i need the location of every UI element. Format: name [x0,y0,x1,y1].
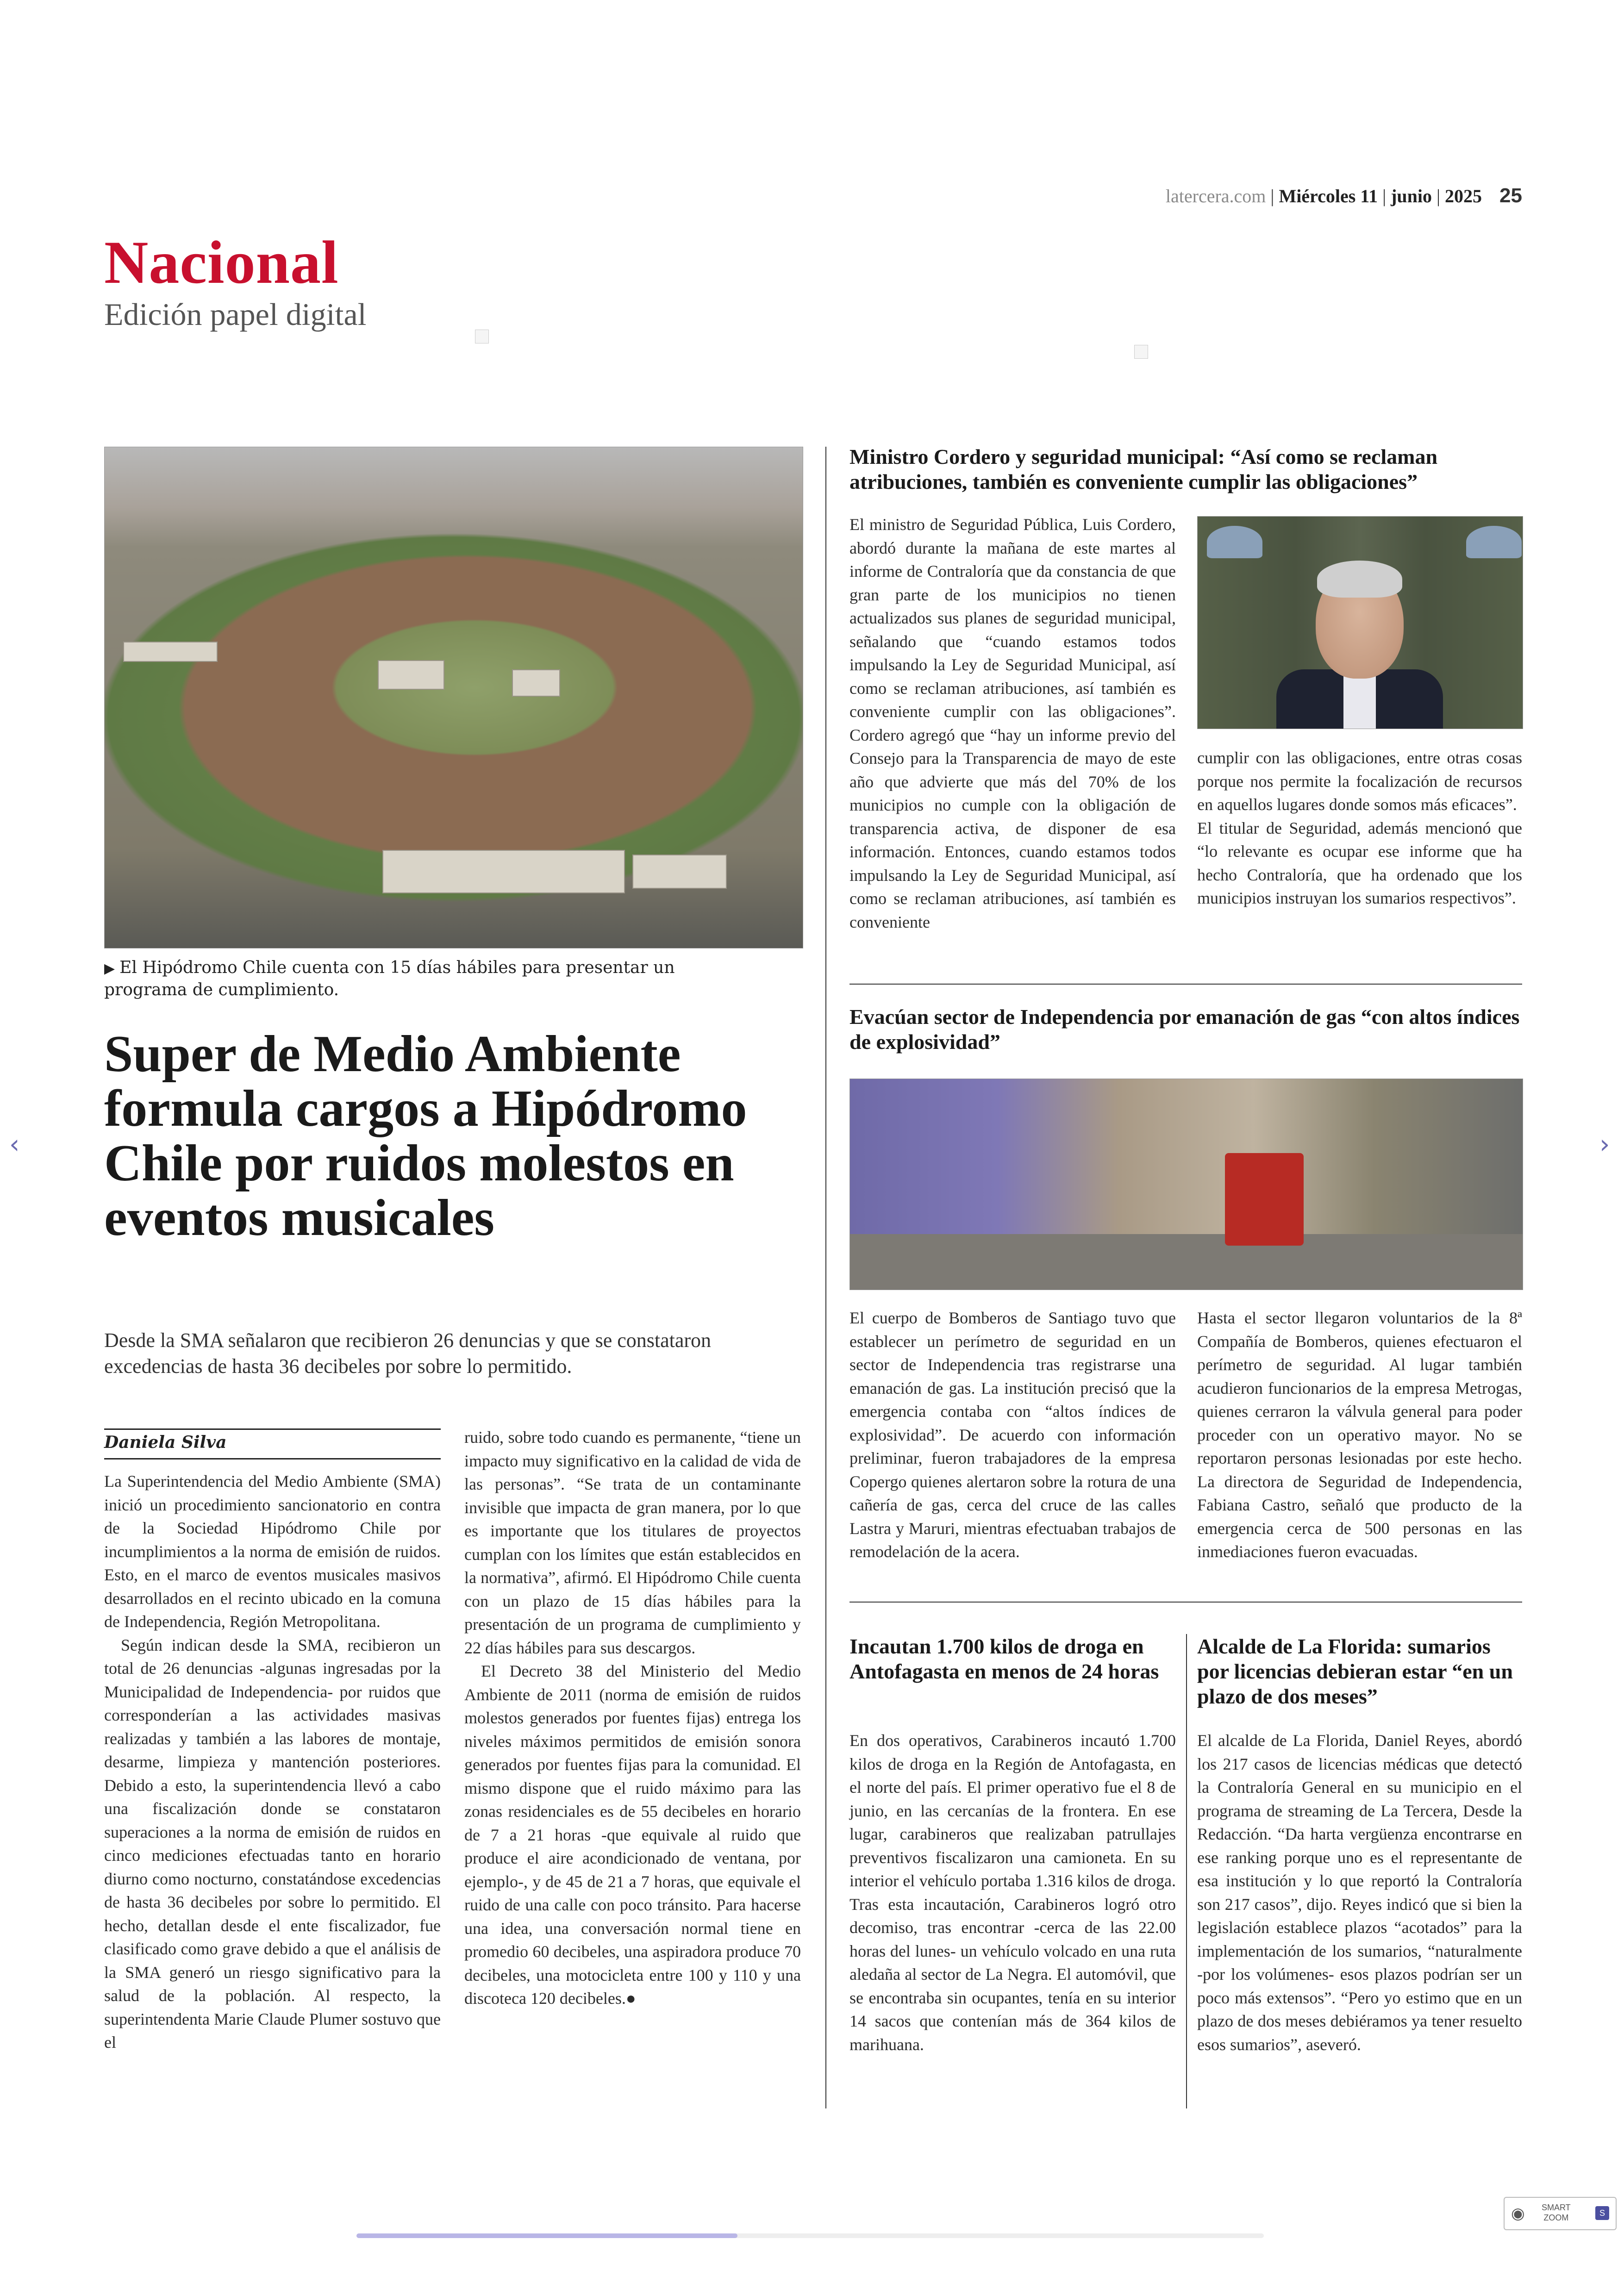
smart-zoom-badge: S [1595,2206,1609,2220]
lead-column-2: ruido, sobre todo cuando es permanente, “tiene un impacto muy significativo en la calidad de vida de las personas”. “Se trata de un contaminante invisible que impacta de gran manera, por lo que es importante que los titulares de proyectos cumplan con los límites que están establecidos en la normativa”, afirmó. El Hipódromo Chile cuenta con un plazo de 15 días hábiles para la presentación de un programa de cumplimiento y 22 días hábiles para sus descargos. El Decreto 38 del Ministerio del Medio Ambiente de 2011 (norma de emisión de ruidos molestos generados por fuentes fijas) entrega los niveles máximos permitidos de emisión sonora generados por fuentes fijas para la comunidad. El mismo dispone que el ruido máximo para las zonas residenciales es de 55 decibeles en horario de 7 a 21 horas -que equivale al ruido que produce el aire acondicionado de ventana, por ejemplo-, y de 45 de 21 a 7 horas, que equivale el ruido de una calle con poco tránsito. Para hacerse una idea, una conversación normal tiene en promedio 60 decibeles, una aspiradora produce 70 decibeles, una motocicleta entre 100 y 110 y una discoteca 120 decibeles.● [464,1428,801,2008]
section-subtitle: Edición papel digital [104,297,367,332]
ad-marker-icon[interactable] [475,330,489,343]
smart-zoom-label: SMART ZOOM [1542,2203,1571,2222]
gas-column-2: Hasta el sector llegaron voluntarios de la 8ª Compañía de Bomberos, quienes efectuaron el perímetro de seguridad. Al lugar también acudieron funcionarios de la empresa Metrogas, quienes cerraron la válvula general para poder proceder con un operativo mayor. No se reportaron personas lesionadas por este hecho. La directora de Seguridad de Independencia, Fabiana Castro, señaló que producto de la emergencia cerca de 500 personas en las inmediaciones fueron evacuadas. [1197,1309,1522,1561]
story-divider [849,984,1522,985]
previous-page-arrow-icon[interactable]: ‹ [9,1129,20,1160]
page-progress-fill [356,2233,737,2238]
header-year: 2025 [1445,186,1482,206]
header-month: junio [1391,186,1432,206]
byline: Daniela Silva [104,1433,227,1452]
smart-zoom-button[interactable] [1504,2197,1617,2230]
droga-body: En dos operativos, Carabineros incautó 1.700 kilos de droga en la Región de Antofagasta, en el norte del país. El primer operativo fue el 8 de junio, en las cercanías de la frontera. En ese lugar, carabineros que realizaban patrullajes preventivos fiscalizaron una camioneta. En su interior el vehículo portaba 1.316 kilos de droga. Tras esta incautación, Carabineros logró otro decomiso, tras encontrar -cerca de las 22.00 horas del lunes- un vehículo volcado en una ruta aledaña al sector de La Negra. El automóvil, que se encontraba sin ocupantes, tenía en su interior 14 sacos que contenían más de 364 kilos de marihuana. [849,1731,1176,2054]
byline-bottom-rule [104,1458,441,1459]
byline-top-rule [104,1428,441,1430]
column-divider [1186,1634,1187,2108]
page-header-info: latercera.com | Miércoles 11 | junio | 2025 25 [1165,184,1522,207]
hipodromo-photo [104,447,803,948]
gas-headline: Evacúan sector de Independencia por emanación de gas “con altos índices de explosividad” [849,1005,1520,1054]
lead-headline: Super de Medio Ambiente formula cargos a Hipódromo Chile por ruidos molestos en eventos musicales [104,1025,747,1247]
photo-caption: ▶ El Hipódromo Chile cuenta con 15 días hábiles para presentar un programa de cumplimiento. [104,958,675,999]
cordero-photo [1197,516,1523,729]
florida-body: El alcalde de La Florida, Daniel Reyes, abordó los 217 casos de licencias médicas que detectó la Contraloría General en su municipio en el programa de streaming de La Tercera, Desde la Redacción. “Da harta vergüenza encontrarse en ese ranking porque uno es el representante de esa institución y lo que reportó la Contraloría son 217 casos”, dijo. Reyes indicó que si bien la legislación establece plazos “acotados” para la implementación de los sumarios, “naturalmente -por los volúmenes- esos plazos podrían ser un poco más extensos”. “Pero yo estimo que en un plazo de dos meses debiéramos ya tener resuelto esos sumarios”, aseveró. [1197,1731,1522,2054]
lead-dek: Desde la SMA señalaron que recibieron 26 denuncias y que se constataron excedencias de hasta 36 decibeles por sobre lo permitido. [104,1329,712,1378]
page-number: 25 [1499,184,1522,207]
caption-triangle-icon: ▶ [104,960,115,977]
droga-headline: Incautan 1.700 kilos de droga en Antofagasta en menos de 24 horas [849,1634,1159,1683]
eye-icon: ◉ [1511,2205,1525,2222]
column-divider [825,447,826,2108]
ad-marker-icon[interactable] [1134,345,1148,359]
gas-evacuation-photo [849,1079,1523,1290]
next-page-arrow-icon[interactable]: › [1599,1129,1610,1160]
florida-headline: Alcalde de La Florida: sumarios por licencias debieran estar “en un plazo de dos meses” [1197,1634,1513,1708]
lead-column-1: La Superintendencia del Medio Ambiente (SMA) inició un procedimiento sancionatorio en contra de la Sociedad Hipódromo Chile por incumplimientos a la norma de emisión de ruidos. Esto, en el marco de eventos musicales masivos desarrollados en el recinto ubicado en la comuna de Independencia, Región Metropolitana. Según indican desde la SMA, recibieron un total de 26 denuncias -algunas ingresadas por la Municipalidad de Independencia- por ruidos que corresponderían a las actividades masivas realizadas y también a las labores de montaje, desarme, limpieza y mantención posteriores. Debido a esto, la superintendencia llevó a cabo una fiscalización donde se constataron superaciones a la norma de emisión de ruidos en cinco mediciones efectuadas tanto en horario diurno como nocturno, constatándose excedencias de hasta 36 decibeles por sobre lo permitido. El hecho, detallan desde el ente fiscalizador, fue clasificado como grave debido a que el análisis de la SMA generó un riesgo significativo para la salud de la población. Al respecto, la superintendenta Marie Claude Plumer sostuvo que el [104,1472,441,2052]
cordero-headline: Ministro Cordero y seguridad municipal: “Así como se reclaman atribuciones, también es conveniente cumplir las obligaciones” [849,445,1438,493]
section-title: Nacional [104,228,339,296]
cordero-column-1: El ministro de Seguridad Pública, Luis Cordero, abordó durante la mañana de este martes al informe de Contraloría que da constancia de que gran parte de los municipios no tienen actualizados sus planes de seguridad municipal, señalando que “cuando estamos todos impulsando la Ley de Seguridad Municipal, así como se reclaman atribuciones, así también es conveniente cumplir con las obligaciones”. Cordero agregó que “hay un informe previo del Consejo para la Transparencia de mayo de este año que advierte que más del 70% de los municipios no cumple con la obligación de transparencia activa, de disponer de esa información. Entonces, cuando estamos todos impulsando la Ley de Seguridad Municipal, así como se reclaman atribuciones, así también es conveniente [849,515,1176,931]
header-weekday: Miércoles 11 [1279,186,1378,206]
site-url[interactable]: latercera.com [1165,186,1266,206]
story-divider [849,1602,1522,1603]
cordero-column-2: cumplir con las obligaciones, entre otras cosas porque nos permite la focalización de recursos en aquellos lugares donde somos más eficaces”. El titular de Seguridad, además mencionó que “lo relevante es ocupar ese informe que ha hecho Contraloría, que ha ordenado que los municipios instruyan los sumarios respectivos”. [1197,748,1522,907]
gas-column-1: El cuerpo de Bomberos de Santiago tuvo que establecer un perímetro de seguridad en un sector de Independencia tras registrarse una emanación de gas. La institución precisó que la emergencia contaba con “altos índices de explosividad”. De acuerdo con información preliminar, fueron trabajadores de la empresa Copergo quienes alertaron sobre la rotura de una cañería de gas, cerca del cruce de las calles Lastra y Maruri, mientras efectuaban trabajos de remodelación de la acera. [849,1309,1176,1561]
